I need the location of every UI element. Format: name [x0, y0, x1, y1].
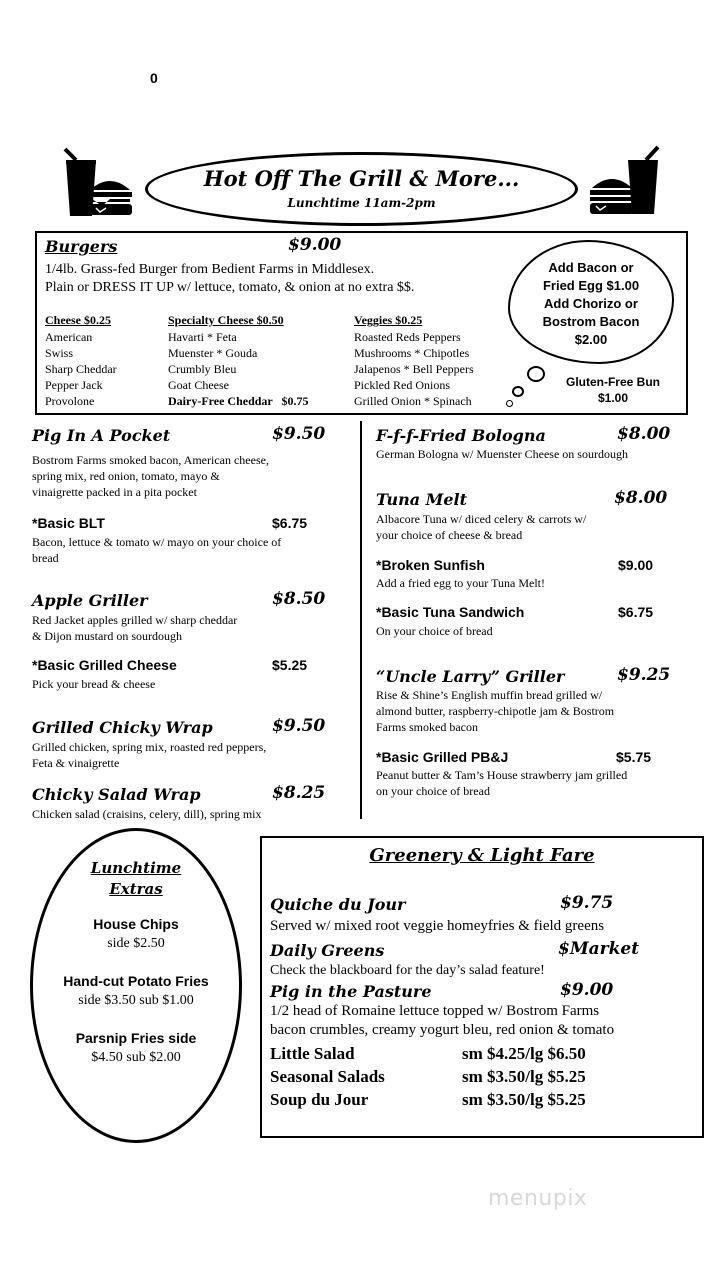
greenery-title: Greenery & Light Fare	[369, 845, 595, 866]
item-desc	[376, 687, 614, 735]
item-desc	[270, 1002, 614, 1040]
item-desc	[376, 575, 545, 591]
list-item: Sharp Cheddar	[45, 362, 117, 376]
item-desc	[32, 452, 269, 500]
list-item: Muenster * Gouda	[168, 346, 258, 360]
extras-title	[30, 858, 242, 900]
list-item: Havarti * Feta	[168, 330, 237, 344]
item-price: $9.50	[272, 424, 326, 444]
extra-item-name: Hand-cut Potato Fries	[63, 973, 209, 989]
gluten-free-bun	[552, 374, 674, 406]
side-price: sm $3.50/lg $5.25	[462, 1067, 586, 1086]
list-item: Mushrooms * Chipotles	[354, 346, 470, 360]
desc-line: Albacore Tuna w/ diced celery & carrots w/	[376, 512, 587, 526]
bubble-dot	[527, 366, 545, 382]
burgers-desc-2: Plain or DRESS IT UP w/ lettuce, tomato, & onion at no extra $$.	[45, 280, 415, 295]
desc-line: Red Jacket apples grilled w/ sharp cheddar	[32, 613, 238, 627]
extra-item-price: side $3.50 sub $1.00	[78, 993, 194, 1008]
item-name: Quiche du Jour	[270, 895, 406, 914]
side-price: sm $3.50/lg $5.25	[462, 1090, 586, 1109]
specialty-cheese-heading: Specialty Cheese $0.50	[168, 313, 284, 327]
item-desc	[376, 511, 586, 543]
extras-title-line: Lunchtime	[90, 859, 182, 877]
cheese-list	[45, 329, 117, 409]
item-price: $8.00	[614, 488, 668, 508]
list-item: Pepper Jack	[45, 378, 103, 392]
item-desc	[32, 676, 155, 692]
desc-line: Farms smoked bacon	[376, 720, 478, 734]
side-name: Soup du Jour	[270, 1090, 369, 1109]
list-item: Swiss	[45, 346, 74, 360]
gluten-free-label: Gluten-Free Bun	[565, 375, 660, 389]
item-price: $6.75	[272, 515, 308, 531]
veggies-list	[354, 329, 474, 409]
item-name: “Uncle Larry” Griller	[376, 667, 565, 686]
specialty-cheese-list	[168, 329, 309, 409]
desc-line: & Dijon mustard on sourdough	[32, 629, 182, 643]
desc-line: Chicken salad (craisins, celery, dill), spring mix	[32, 807, 262, 821]
addon-line: Add Chorizo or	[544, 296, 638, 311]
addon-line: Bostrom Bacon	[542, 314, 640, 329]
item-name: *Basic Tuna Sandwich	[376, 604, 525, 620]
side-name: Seasonal Salads	[270, 1067, 385, 1086]
extras-list	[30, 915, 242, 1067]
item-name: Daily Greens	[270, 941, 385, 960]
item-name: *Basic Grilled PB&J	[376, 749, 509, 765]
extra-item-price: $4.50 sub $2.00	[91, 1050, 181, 1065]
burgers-desc-1: 1/4lb. Grass-fed Burger from Bedient Farms in Middlesex.	[45, 262, 375, 277]
item-desc	[32, 739, 266, 771]
item-desc: Check the blackboard for the day’s salad feature!	[270, 963, 545, 978]
item-price: $8.50	[272, 589, 326, 609]
desc-line: on your choice of bread	[376, 784, 490, 798]
desc-line: bread	[32, 551, 59, 565]
burgers-title: Burgers	[45, 237, 118, 256]
item-price: $5.75	[616, 749, 652, 765]
item-name: Pig in the Pasture	[270, 982, 432, 1001]
item-name: Grilled Chicky Wrap	[32, 718, 213, 737]
side-name: Little Salad	[270, 1044, 355, 1063]
list-item: Crumbly Bleu	[168, 362, 237, 376]
item-name: F-f-f-Fried Bologna	[376, 426, 546, 445]
desc-line: almond butter, raspberry-chipotle jam & Bostrom	[376, 704, 615, 718]
desc-line: German Bologna w/ Muenster Cheese on sourdough	[376, 447, 628, 461]
sides-prices	[462, 1042, 586, 1111]
desc-line: Feta & vinaigrette	[32, 756, 120, 770]
list-item: Jalapenos * Bell Peppers	[354, 362, 474, 376]
desc-line: Grilled chicken, spring mix, roasted red peppers,	[32, 740, 267, 754]
column-divider	[360, 421, 362, 819]
item-price: $9.25	[617, 665, 671, 685]
burgers-price: $9.00	[288, 235, 342, 255]
addon-line: Add Bacon or	[548, 260, 634, 275]
item-desc	[32, 612, 237, 644]
desc-line: spring mix, red onion, tomato, mayo &	[32, 469, 220, 483]
extra-item-price: side $2.50	[107, 936, 165, 951]
item-desc	[32, 534, 281, 566]
desc-line: your choice of cheese & bread	[376, 528, 523, 542]
item-name: *Basic BLT	[32, 515, 105, 531]
dairy-free-label: Dairy-Free Cheddar	[168, 394, 273, 408]
item-price: $9.00	[618, 557, 654, 573]
item-price: $6.75	[618, 604, 654, 620]
desc-line: 1/2 head of Romaine lettuce topped w/ Bostrom Farms	[270, 1003, 600, 1019]
drink-burger-icon	[60, 146, 136, 218]
extra-item-name: Parsnip Fries side	[75, 1030, 197, 1046]
item-name: Pig In A Pocket	[32, 426, 171, 445]
extra-item-name: House Chips	[93, 916, 179, 932]
list-item: Grilled Onion * Spinach	[354, 394, 472, 408]
item-name: *Broken Sunfish	[376, 557, 485, 573]
desc-line: Bacon, lettuce & tomato w/ mayo on your choice of	[32, 535, 282, 549]
item-price: $8.00	[617, 424, 671, 444]
bubble-dot	[506, 400, 513, 407]
item-desc	[32, 806, 262, 822]
list-item: Roasted Reds Peppers	[354, 330, 461, 344]
watermark: menupix	[488, 1186, 588, 1211]
desc-line: Rise & Shine’s English muffin bread grilled w/	[376, 688, 603, 702]
desc-line: Add a fried egg to your Tuna Melt!	[376, 576, 545, 590]
item-name: Tuna Melt	[376, 490, 467, 509]
list-item: Provolone	[45, 394, 95, 408]
item-desc	[376, 623, 493, 639]
dairy-free-price: $0.75	[281, 394, 309, 408]
cheese-heading: Cheese $0.25	[45, 313, 111, 327]
gluten-free-price: $1.00	[597, 391, 629, 405]
item-price: $9.75	[560, 893, 614, 913]
item-price: $5.25	[272, 657, 308, 673]
item-price: $9.50	[272, 716, 326, 736]
menu-title: Hot Off The Grill & More...	[203, 166, 520, 191]
list-item: Goat Cheese	[168, 378, 229, 392]
item-price: $9.00	[560, 980, 614, 1000]
page-marker: 0	[150, 70, 158, 86]
bubble-dot	[512, 386, 524, 397]
veggies-heading: Veggies $0.25	[354, 313, 423, 327]
item-price: $8.25	[272, 783, 326, 803]
item-name: *Basic Grilled Cheese	[32, 657, 177, 673]
desc-line: On your choice of bread	[376, 624, 493, 638]
item-desc: Served w/ mixed root veggie homeyfries & field greens	[270, 918, 605, 934]
dairy-free-row	[168, 393, 309, 409]
item-price: $Market	[558, 939, 640, 959]
sides-names	[270, 1042, 385, 1111]
menu-subtitle: Lunchtime 11am-2pm	[287, 196, 436, 210]
addon-text	[508, 259, 674, 349]
addon-line: Fried Egg $1.00	[542, 278, 640, 293]
burger-drink-icon	[588, 144, 664, 218]
desc-line: Peanut butter & Tam’s House strawberry jam grilled	[376, 768, 628, 782]
extras-title-line: Extras	[109, 880, 163, 898]
desc-line: Bostrom Farms smoked bacon, American cheese,	[32, 453, 269, 467]
desc-line: Pick your bread & cheese	[32, 677, 156, 691]
list-item: Pickled Red Onions	[354, 378, 450, 392]
list-item: American	[45, 330, 93, 344]
desc-line: bacon crumbles, creamy yogurt bleu, red onion & tomato	[270, 1022, 615, 1038]
item-desc	[376, 767, 627, 799]
side-price: sm $4.25/lg $6.50	[462, 1044, 586, 1063]
item-name: Chicky Salad Wrap	[32, 785, 201, 804]
addon-line: $2.00	[574, 332, 608, 347]
item-name: Apple Griller	[32, 591, 148, 610]
desc-line: vinaigrette packed in a pita pocket	[32, 485, 197, 499]
item-desc	[376, 446, 628, 462]
